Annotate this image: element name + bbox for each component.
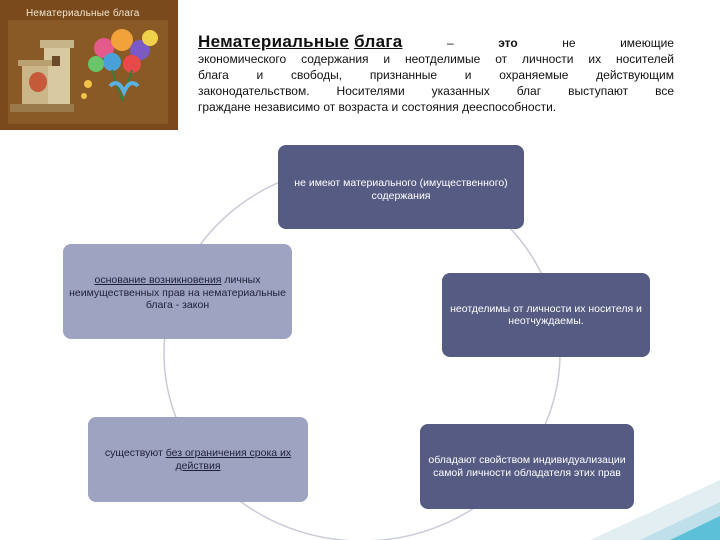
- box2-text: [63, 274, 292, 312]
- box1-text: не имеют материального (имущественного) содержания: [294, 177, 508, 202]
- definition-line-3: блага и свободы, признанные и охраняемые действующим: [198, 68, 674, 82]
- lead-word: это: [498, 36, 518, 50]
- term-word-2: блага: [354, 32, 403, 51]
- box4-prefix: существуют: [104, 447, 166, 459]
- diagram-box-legal-basis: [63, 244, 292, 339]
- box4-text: [88, 447, 308, 472]
- diagram-box-unlimited-term: [88, 417, 308, 502]
- line1-tail-2: имеющие: [620, 36, 674, 50]
- box4-underlined: без ограничения срока их действия: [165, 447, 292, 472]
- term-dash: –: [447, 36, 454, 50]
- box2-underlined: основание возникновения: [94, 274, 222, 286]
- definition-line-2: экономического содержания и неотделимые от личности их носителей: [198, 52, 674, 66]
- box3-text: неотделимы от личности их носителя и неотчуждаемы.: [450, 302, 642, 327]
- thumbnail-title: Нематериальные блага: [26, 8, 140, 19]
- box5-text: обладают свойством индивидуализации самой личности обладателя этих прав: [428, 454, 626, 479]
- line1-tail-1: не: [562, 36, 576, 50]
- corner-decoration: [590, 480, 720, 540]
- box2-rest: личных неимущественных прав на нематериальные блага - закон: [69, 274, 286, 311]
- diagram-box-inseparable: [442, 273, 650, 357]
- diagram-box-no-material-content: [278, 145, 524, 229]
- term-word-1: Нематериальные: [198, 32, 350, 51]
- definition-line-4: законодательством. Носителями указанных благ выступают все: [198, 84, 674, 98]
- definition-line-5: граждане независимо от возраста и состояния дееспособности.: [198, 100, 557, 114]
